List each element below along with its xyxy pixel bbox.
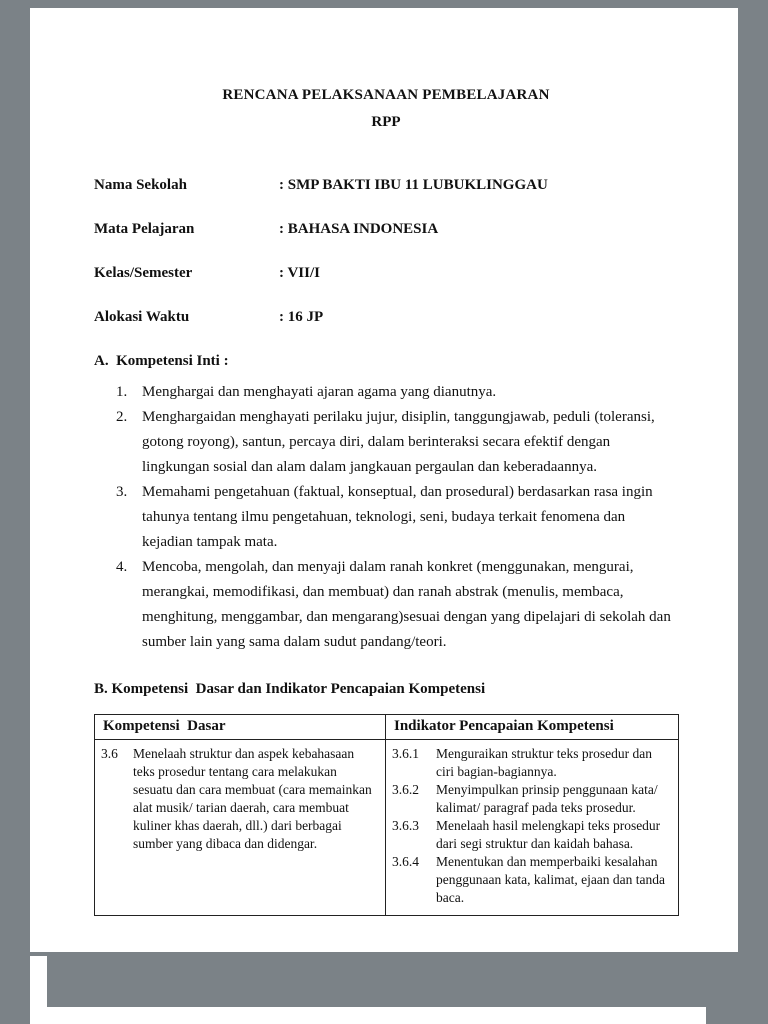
field-label: Mata Pelajaran <box>94 220 195 237</box>
indicator-number: 3.6.3 <box>392 817 419 833</box>
section-a-heading: A. Kompetensi Inti : <box>94 352 229 369</box>
document-page <box>30 8 738 952</box>
field-label: Kelas/Semester <box>94 264 193 281</box>
kd-entry <box>101 745 377 853</box>
indicator-number: 3.6.2 <box>392 781 419 797</box>
list-item-text: Mencoba, mengolah, dan menyaji dalam ranah konkret (menggunakan, mengurai, merangkai, memodifikasi, dan membuat) dan ranah abstrak (menulis, membaca, menghitung, menggambar, dan mengarang)sesuai dengan yang dipelajari di sekolah dan sumber lain yang sama dalam sudut pandang/teori. <box>142 558 675 650</box>
field-row-kelas-semester <box>94 265 678 282</box>
list-item <box>116 380 678 405</box>
indicator-text: Menguraikan struktur teks prosedur dan ciri bagian-bagiannya. <box>436 745 656 779</box>
kd-text: Menelaah struktur dan aspek kebahasaan teks prosedur tentang cara melakukan sesuatu dan cara membuat (cara memainkan alat musik/ tarian daerah, cara membuat kuliner khas daerah, dll.) dari berbagai sumber yang dibaca dan didengar. <box>133 745 376 851</box>
indicator-item <box>392 817 672 853</box>
list-item-text: Menghargaidan menghayati perilaku jujur, disiplin, tanggungjawab, peduli (toleransi, gotong royong), santun, percaya diri, dalam berinteraksi secara efektif dengan lingkungan sosial dan alam dalam jangkauan pergaulan dan keberadaannya. <box>142 408 659 475</box>
indicator-cell <box>386 739 679 915</box>
indicator-item <box>392 781 672 817</box>
list-item-number: 3. <box>116 483 128 500</box>
field-value: : SMP BAKTI IBU 11 LUBUKLINGGAU <box>279 176 548 193</box>
indicator-number: 3.6.1 <box>392 745 419 761</box>
list-item-number: 1. <box>116 383 128 400</box>
indicator-text: Menentukan dan memperbaiki kesalahan penggunaan kata, kalimat, ejaan dan tanda baca. <box>436 853 669 905</box>
kompetensi-inti-list <box>94 380 678 655</box>
field-row-nama-sekolah <box>94 177 678 194</box>
field-row-mata-pelajaran <box>94 221 678 238</box>
table-header-kompetensi-dasar: Kompetensi Dasar <box>95 714 386 739</box>
document-title: RENCANA PELAKSANAAN PEMBELAJARAN <box>222 87 550 103</box>
list-item <box>116 480 678 555</box>
field-label: Nama Sekolah <box>94 176 187 193</box>
section-b-heading: B. Kompetensi Dasar dan Indikator Pencapaian Kompetensi <box>94 680 486 697</box>
kompetensi-dasar-cell <box>95 739 386 915</box>
list-item-number: 4. <box>116 558 128 575</box>
field-label: Alokasi Waktu <box>94 308 190 325</box>
indicator-text: Menyimpulkan prinsip penggunaan kata/ kalimat/ paragraf pada teks prosedur. <box>436 781 661 815</box>
list-item <box>116 405 678 480</box>
list-item <box>116 555 678 655</box>
table-header-indikator: Indikator Pencapaian Kompetensi <box>386 714 679 739</box>
kd-indicator-table <box>94 714 679 916</box>
document-subtitle: RPP <box>371 113 401 130</box>
next-page-fragment-bottom <box>30 1007 706 1024</box>
indicator-item <box>392 853 672 907</box>
field-value: : 16 JP <box>279 308 324 325</box>
kd-number: 3.6 <box>101 745 118 761</box>
field-value: : VII/I <box>279 264 320 281</box>
metadata-fields <box>94 177 678 326</box>
list-item-number: 2. <box>116 408 128 425</box>
list-item-text: Memahami pengetahuan (faktual, konseptual, dan prosedural) berdasarkan rasa ingin tahunya tentang ilmu pengetahuan, teknologi, seni, budaya terkait fenomena dan kejadian tampak mata. <box>142 483 657 550</box>
indicator-item <box>392 745 672 781</box>
field-value: : BAHASA INDONESIA <box>279 220 439 237</box>
table-header-row <box>95 714 679 739</box>
table-row <box>95 739 679 915</box>
indicator-number: 3.6.4 <box>392 853 419 869</box>
field-row-alokasi-waktu <box>94 309 678 326</box>
list-item-text: Menghargai dan menghayati ajaran agama yang dianutnya. <box>142 383 497 400</box>
indicator-text: Menelaah hasil melengkapi teks prosedur dari segi struktur dan kaidah bahasa. <box>436 817 664 851</box>
